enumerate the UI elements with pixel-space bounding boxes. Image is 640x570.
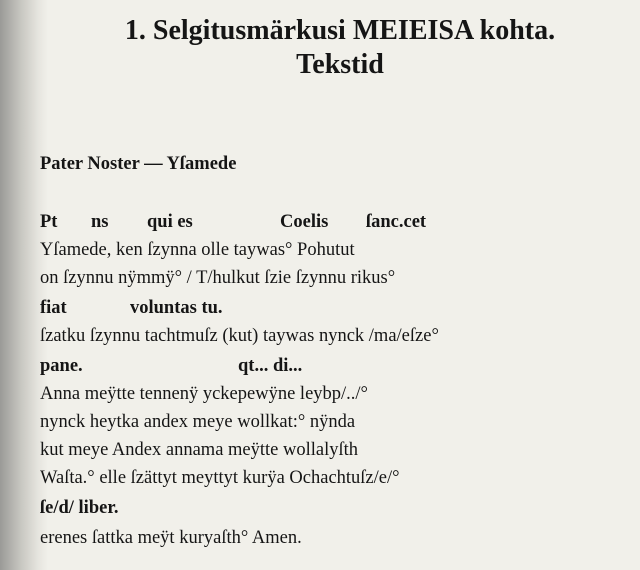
chapter-subtitle: Tekstid [296, 49, 384, 80]
latin-pt: Pt [40, 212, 58, 232]
chapter-title: 1. Selgitusmärkusi MEIEISA kohta. [124, 15, 556, 46]
latin-sanc: ſanc.cet [366, 212, 427, 232]
latin-fiat: fiat [40, 298, 67, 318]
text-line-6: kut meye Andex annama meÿtte wollalyſth [40, 440, 359, 460]
text-line-3: ſzatku ſzynnu tachtmuſz (kut) taywas nynck /ma/eſze° [40, 326, 439, 346]
text-line-4: Anna meÿtte tennenÿ yckepewÿne leybp/../° [40, 384, 368, 404]
latin-liber: ſe/d/ liber. [40, 498, 119, 518]
text-line-7: Waſta.° elle ſzättyt meyttyt kurÿa Ochachtuſz/e/° [40, 468, 400, 488]
latin-pane: pane. [40, 356, 83, 376]
latin-qui-es: qui es [147, 212, 193, 232]
text-line-5: nynck heytka andex meye wollkat:° nÿnda [40, 412, 356, 432]
latin-ns: ns [91, 212, 109, 232]
latin-qt-di: qt... di... [238, 356, 303, 376]
text-line-2: on ſzynnu nÿmmÿ° / T/hulkut ſzie ſzynnu rikus° [40, 268, 396, 288]
latin-coelis: Coelis [280, 212, 329, 232]
text-line-1: Yſamede, ken ſzynna olle taywas° Pohutut [40, 240, 355, 260]
latin-voluntas: voluntas tu. [130, 298, 223, 318]
section-heading: Pater Noster — Yſamede [40, 154, 237, 174]
text-line-8: erenes ſattka meÿt kuryaſth° Amen. [40, 528, 302, 548]
